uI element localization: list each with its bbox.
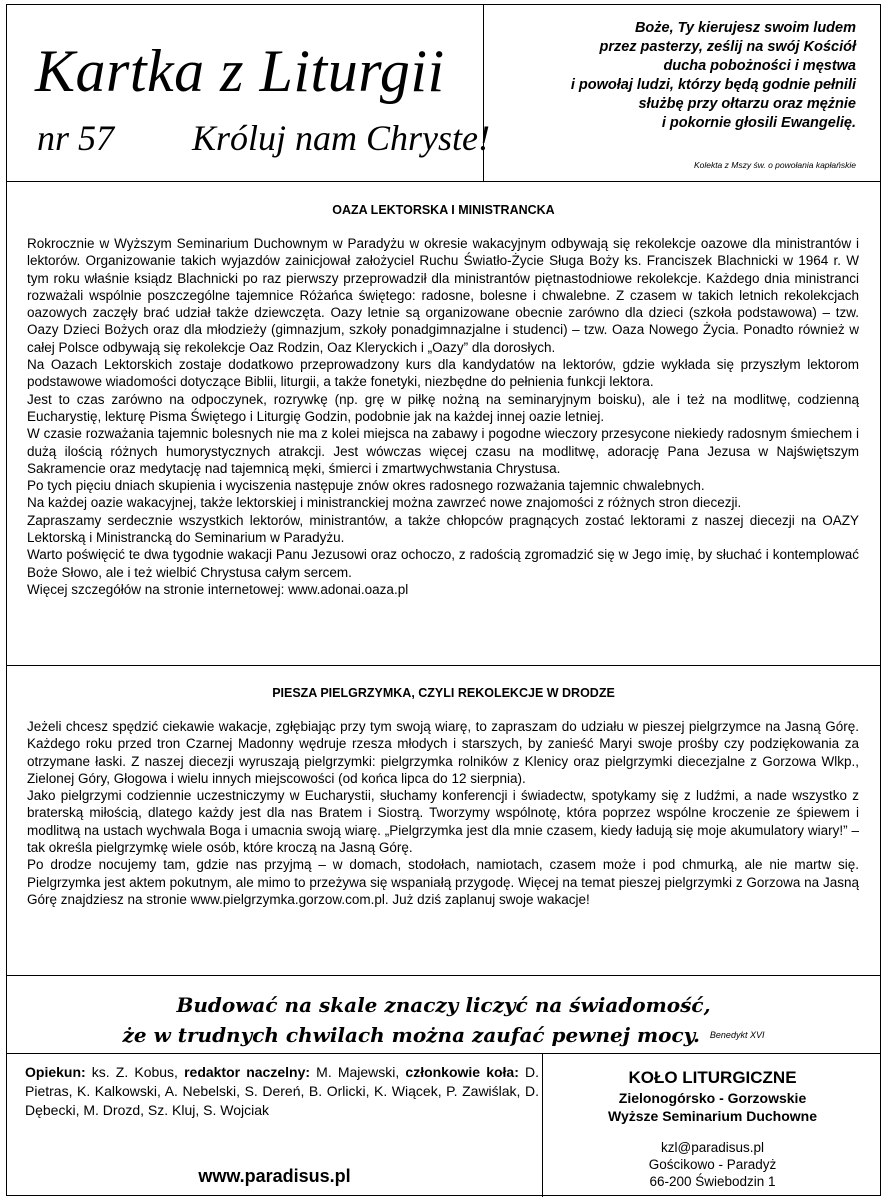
website-link[interactable]: www.paradisus.pl [198, 1166, 351, 1186]
article-title-oaza: OAZA LEKTORSKA I MINISTRANCKA [332, 203, 555, 217]
header-divider [483, 5, 484, 181]
prayer-line: ducha pobożności i męstwa [663, 58, 856, 74]
paragraph: Jako pielgrzymi codziennie uczestniczymy w Eucharystii, słuchamy konferencji i świadectw, spotykamy się z ludźmi, a nade wszystko z braterską miłością, dlatego każdy jest dla nas Bratem i Siostrą. Tworzymy wspólnotę, która poprzez wspólne kroczenie ze śpiewem i modlitwą na ustach wychwala Boga i umacnia swoją wiarę. „Pielgrzymka jest dla mnie czasem, kiedy ładują się moje akumulatory wiary!” – tak określa pielgrzymkę wiele osób, które kroczą na Jasną Górę. [27, 788, 859, 856]
footer-divider [542, 1053, 543, 1197]
quote-line: że w trudnych chwilach można zaufać pewnej mocy. [122, 1023, 700, 1047]
footer-separator [7, 1053, 880, 1054]
address-line: 66-200 Świebodzin 1 [649, 1174, 776, 1189]
paragraph: Więcej szczegółów na stronie internetowej: www.adonai.oaza.pl [27, 581, 409, 597]
editor-names: ks. Z. Kobus, [85, 1064, 185, 1080]
editor-names: M. Majewski, [310, 1064, 406, 1080]
prayer-line: i pokornie głosili Ewangelię. [661, 115, 856, 131]
newsletter-title: Kartka z Liturgii [35, 38, 445, 104]
circle-subtitle: Wyższe Seminarium Duchowne [607, 1108, 817, 1124]
paragraph: Po tych pięciu dniach skupienia i wyciszenia następuje znów okres radosnego rozważania tajemnic chwalebnych. [27, 478, 705, 494]
prayer-line: przez pasterzy, ześlij na swój Kościół [599, 39, 856, 55]
paragraph: Jeżeli chcesz spędzić ciekawie wakacje, zgłębiając przy tym swoją wiarę, to zapraszam do udziału w pieszej pielgrzymce na Jasną Górę. Każdego roku przed tron Czarnej Madonny wędruje rzesza młodych i starszych, by zanieść Maryi swoje prośby czy podziękowania za otrzymane łaski. Z naszej diecezji wyruszają pielgrzymki: pielgrzymka rolników z Klenicy oraz pielgrzymki diecezjalne z Gorzowa Wlkp., Zielonej Góry, Głogowa i wielu innych miejscowości (od końca lipca do 12 sierpnia). [27, 719, 859, 786]
prayer-line: służbę przy ołtarzu oraz mężnie [638, 96, 856, 112]
article-title-pielgrzymka: PIESZA PIELGRZYMKA, CZYLI REKOLEKCJE W DRODZE [272, 686, 615, 700]
newsletter-page [6, 4, 881, 1196]
editor-role-label: członkowie koła: [405, 1064, 519, 1080]
circle-subtitle: Zielonogórsko - Gorzowskie [618, 1090, 807, 1106]
liturgical-circle-info [545, 1067, 880, 1190]
article-separator [7, 665, 880, 666]
paragraph: Zapraszamy serdecznie wszystkich lektorów, ministrantów, a także chłopców pragnących zostać lektorami z naszej diecezji na OAZY Lektorską i Ministrancką do Seminarium w Paradyżu. [27, 512, 859, 546]
prayer-line: Boże, Ty kierujesz swoim ludem [634, 20, 856, 36]
editor-names: D. Pietras, K. Kalkowski, A. Nebelski, S. Dereń, B. Orlicki, K. Wiącek, P. Zawiślak, D. Dębecki, M. Drozd, Sz. Kluj, S. Wojciak [25, 1064, 540, 1118]
quote-block [7, 990, 880, 1050]
paragraph: W czasie rozważania tajemnic bolesnych nie ma z kolei miejsca na zabawy i pogodne wieczory przesycone niekiedy radosnym śmiechem i dużą ilością różnych humorystycznych atrakcji. Jest wówczas więcej czasu na modlitwę, adorację Pana Jezusa w Najświętszym Sakramencie oraz medytację nad tajemnicą męki, śmierci i zmartwychwstania Chrystusa. [27, 426, 859, 476]
quote-line-wrapper [7, 1020, 880, 1050]
collect-prayer [516, 19, 856, 133]
header-separator [7, 181, 880, 182]
quote-author: Benedykt XVI [709, 1030, 765, 1040]
paragraph: Jest to czas zarówno na odpoczynek, rozrywkę (np. grę w piłkę nożną na seminaryjnym boisku), ale i też na modlitwę, codzienną Eucharystię, lekturę Pisma Świętego i Liturgię Godzin, podobnie jak na każdej innej oazie letniej. [27, 391, 859, 424]
paragraph: Na każdej oazie wakacyjnej, także lektorskiej i ministranckiej można zawrzeć nowe znajomości z różnych stron diecezji. [27, 495, 742, 511]
circle-name: KOŁO LITURGICZNE [628, 1068, 797, 1087]
issue-number: nr 57 [37, 118, 115, 158]
article-body-oaza [27, 235, 859, 598]
prayer-source: Kolekta z Mszy św. o powołania kapłańskie [693, 160, 856, 170]
editor-role-label: Opiekun: [25, 1064, 86, 1080]
paragraph: Po drodze nocujemy tam, gdzie nas przyjmą – w domach, stodołach, namiotach, czasem może i pod chmurką, ale nie martw się. Pielgrzymka jest aktem pokutnym, ale mimo to przeżywa się wspaniałą przygodę. Więcej na temat pieszej pielgrzymki z Gorzowa na Jasną Górę znajdziesz na stronie www.pielgrzymka.gorzow.com.pl. Już dziś zaplanuj swoje wakacje! [27, 857, 859, 907]
prayer-line: i powołaj ludzi, którzy będą godnie pełnili [570, 77, 856, 93]
email-link[interactable]: kzl@paradisus.pl [661, 1140, 764, 1155]
paragraph: Rokrocznie w Wyższym Seminarium Duchownym w Paradyżu w okresie wakacyjnym odbywają się rekolekcje oazowe dla ministrantów i lektorów. Organizowanie takich wyjazdów zainicjował założyciel Ruchu Światło-Życie Sługa Boży ks. Franciszek Blachnicki w 1964 r. W tym roku właśnie ksiądz Blachnicki po raz pierwszy przeprowadził dla ministrantów piętnastodniowe rekolekcje. Każdego dnia ministranci rozważali wspólnie poszczególne tajemnice Różańca świętego: radosne, bolesne i chwalebne. Z czasem w takich letnich rekolekcjach oazowych zaczęły brać udział także dziewczęta. Oazy letnie są organizowane obecnie zarówno dla dzieci (szkoła podstawowa) – tzw. Oazy Dzieci Bożych oraz dla młodzieży (gimnazjum, szkoły ponadgimnazjalne i studenci) – tzw. Oaza Nowego Życia. Ponadto również w całej Polsce odbywają się rekolekcje Oaz Rodzin, Oaz Kleryckich i „Oazy” dla dorosłych. [27, 236, 859, 355]
motto: Króluj nam Chryste! [192, 118, 491, 158]
paragraph: Warto poświęcić te dwa tygodnie wakacji Panu Jezusowi oraz ochoczo, z radością zgromadzić się w Jego imię, by słuchać i kontemplować Boże Słowo, ale i też wielbić Chrystusa całym sercem. [27, 547, 859, 580]
address-line: Gościkowo - Paradyż [648, 1157, 777, 1172]
quote-line: Budować na skale znaczy liczyć na świadomość, [176, 993, 711, 1017]
editorial-team [25, 1063, 539, 1120]
editor-role-label: redaktor naczelny: [184, 1064, 311, 1080]
contact-block [545, 1139, 880, 1190]
article-body-pielgrzymka [27, 718, 859, 908]
quote-separator [7, 975, 880, 976]
paragraph: Na Oazach Lektorskich zostaje dodatkowo przeprowadzony kurs dla kandydatów na lektorów, gdzie wykłada się przyszłym lektorom podstawowe wiadomości dotyczące Biblii, liturgii, a także fonetyki, niezbędne do pełnienia funkcji lektora. [27, 357, 859, 390]
